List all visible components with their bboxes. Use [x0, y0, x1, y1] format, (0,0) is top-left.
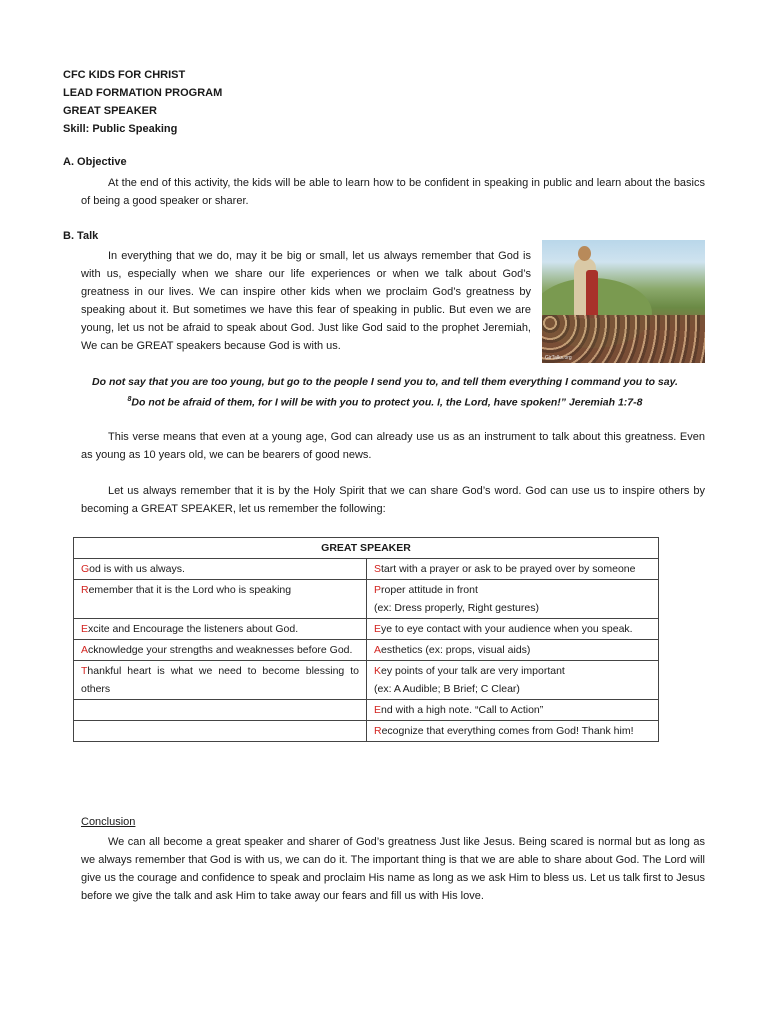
acronym-letter: K	[374, 665, 382, 677]
table-title: GREAT SPEAKER	[74, 538, 659, 559]
cell-text: ey points of your talk are very important	[381, 665, 565, 677]
acronym-letter: E	[374, 704, 382, 716]
table-cell-left	[74, 559, 367, 580]
cell-text: xcite and Encourage the listeners about God.	[88, 623, 299, 635]
table-cell-left	[74, 721, 367, 742]
great-speaker-table	[73, 537, 659, 742]
table-cell-left	[74, 700, 367, 721]
table-cell-right	[367, 700, 659, 721]
table-cell-right	[367, 661, 659, 700]
acronym-letter: R	[81, 584, 89, 596]
cell-text: od is with us always.	[89, 563, 185, 575]
acronym-letter: S	[374, 563, 382, 575]
acronym-letter: T	[81, 665, 88, 677]
acronym-letter: E	[374, 623, 382, 635]
table-cell-left	[74, 661, 367, 700]
table-cell-left	[74, 580, 367, 619]
cell-example: (ex: Dress properly, Right gestures)	[374, 602, 539, 614]
cell-text: ecognize that everything comes from God! Thank him!	[381, 725, 634, 737]
conclusion-title: Conclusion	[81, 816, 136, 828]
talk-title: B. Talk	[63, 230, 99, 242]
table-row	[74, 640, 659, 661]
table-row	[74, 721, 659, 742]
table-cell-left	[74, 640, 367, 661]
cell-text: tart with a prayer or ask to be prayed over by someone	[381, 563, 636, 575]
holy-spirit-paragraph: Let us always remember that it is by the Holy Spirit that we can share God’s word. God can use us to inspire others by becoming a GREAT SPEAKER, let us remember the following:	[81, 485, 705, 515]
objective-title: A. Objective	[63, 156, 127, 168]
jesus-preaching-image	[542, 240, 705, 363]
acronym-letter: A	[81, 644, 89, 656]
table-row	[74, 700, 659, 721]
acronym-letter: G	[81, 563, 90, 575]
acronym-letter: E	[81, 623, 89, 635]
table-cell-right	[367, 559, 659, 580]
table-row	[74, 580, 659, 619]
acronym-letter: R	[374, 725, 382, 737]
cell-text: ye to eye contact with your audience when you speak.	[381, 623, 633, 635]
verse-line-1: Do not say that you are too young, but go to the people I send you to, and tell them everything I command you to say.	[92, 376, 678, 388]
cell-text: hankful heart is what we need to become blessing to others	[81, 665, 359, 695]
lesson-title: GREAT SPEAKER	[63, 105, 157, 117]
verse-number: 8	[127, 396, 132, 403]
document-header	[63, 66, 222, 138]
table-row	[74, 661, 659, 700]
cell-text: emember that it is the Lord who is speaking	[88, 584, 292, 596]
table-cell-right	[367, 619, 659, 640]
cell-example: (ex: A Audible; B Brief; C Clear)	[374, 683, 520, 695]
objective-text: At the end of this activity, the kids will be able to learn how to be confident in speaking in public and learn about the basics of being a good speaker or sharer.	[81, 177, 705, 207]
cell-text: nd with a high note. “Call to Action”	[381, 704, 544, 716]
acronym-letter: A	[374, 644, 382, 656]
table-row	[74, 619, 659, 640]
table-cell-right	[367, 640, 659, 661]
cell-text: cknowledge your strengths and weaknesses before God.	[88, 644, 353, 656]
org-title: CFC KIDS FOR CHRIST	[63, 69, 186, 81]
table-cell-right	[367, 721, 659, 742]
cell-text: esthetics (ex: props, visual aids)	[381, 644, 531, 656]
photo-credit: GirTalks.org	[545, 355, 572, 361]
program-title: LEAD FORMATION PROGRAM	[63, 87, 223, 99]
table-cell-right	[367, 580, 659, 619]
table-cell-left	[74, 619, 367, 640]
bible-verse	[70, 374, 700, 412]
verse-explanation: This verse means that even at a young age, God can already use us as an instrument to talk about this greatness. Even as young as 10 years old, we can be bearers of good news.	[81, 431, 705, 461]
cell-text: roper attitude in front	[381, 584, 478, 596]
skill-title: Skill: Public Speaking	[63, 123, 178, 135]
verse-line-2: $^8$Do not be afraid of them, for I will be with you to protect you. I, the Lord, have spoken!” Jeremiah 1:7-8	[127, 396, 643, 409]
talk-text: In everything that we do, may it be big or small, let us always remember that God is with us, especially when we share our life experiences or when we talk about God’s greatness in our lives. We can inspire other kids when we proclaim God’s greatness by speaking about it. But sometimes we have this fear of speaking in public. But even we are young, let us not be afraid to speak about God. Just like God said to the prophet Jeremiah, We can be GREAT speakers because God is with us.	[81, 250, 531, 352]
table-row	[74, 559, 659, 580]
acronym-letter: P	[374, 584, 382, 596]
conclusion-text: We can all become a great speaker and sharer of God’s greatness Just like Jesus. Being scared is normal but as long as we always remember that God is with us, we can do it. The important thing is that we are able to share about God. The Lord will give us the courage and confidence to speak and proclaim His name as long as we ask Him to bless us. Let us talk first to Jesus before we give the talk and ask Him to take away our fears and fill us with His love.	[81, 836, 705, 902]
